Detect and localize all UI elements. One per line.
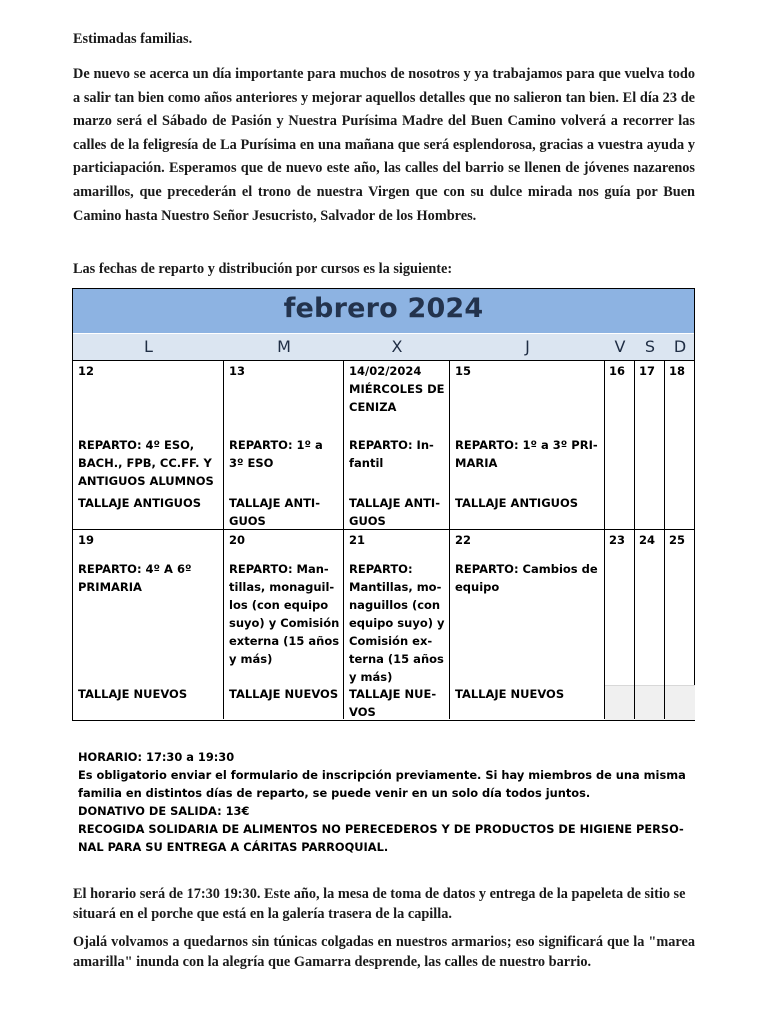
day-number: 25 xyxy=(669,533,686,547)
notes-block xyxy=(78,748,698,856)
day-cell-25 xyxy=(665,529,695,719)
weekday-sun: D xyxy=(673,337,687,356)
weekday-tue: M xyxy=(277,337,291,356)
intro-paragraph: De nuevo se acerca un día importante para muchos de nosotros y ya trabajamos para que vuelva todo a salir tan bien como años anteriores y mejorar aquellos detalles que no salieron tan bien. El día 23 de marzo será el Sábado de Pasión y Nuestra Purísima Madre del Buen Camino volverá a recorrer las calles de la feligresía de La Purísima en una mañana que será esplendorosa, gracias a vuestra ayuda y particiapación. Esperamos que de nuevo este año, las calles del barrio se llenen de jóvenes nazarenos amarillos, que precederán el trono de nuestra Virgen que con su dulce mirada nos guía por Buen Camino hasta Nuestro Señor Jesucristo, Salvador de los Hombres. xyxy=(73,66,695,224)
weekday-thu: J xyxy=(525,337,530,356)
shaded-cell xyxy=(605,685,634,720)
reparto-text: REPARTO: Man-tillas, monaguil-los (con equipo suyo) y Comisión externa (15 años y más) xyxy=(229,562,340,666)
tallaje-text: TALLAJE NUE-VOS xyxy=(349,687,437,719)
day-cell-24 xyxy=(635,529,665,719)
day-number: 21 xyxy=(349,533,366,547)
reparto-text: REPARTO: Cambios de equipo xyxy=(455,562,598,594)
dates-intro: Las fechas de reparto y distribución por cursos es la siguiente: xyxy=(73,261,453,277)
day-number: 22 xyxy=(455,533,472,547)
notes-donativo: DONATIVO DE SALIDA: 13€ xyxy=(78,804,250,818)
tallaje-text: TALLAJE NUEVOS xyxy=(229,687,339,701)
weekday-wed: X xyxy=(391,337,403,356)
reparto-text: REPARTO: In-fantil xyxy=(349,438,434,470)
day-cell-22 xyxy=(450,529,605,719)
calendar-header xyxy=(73,289,694,333)
notes-horario: HORARIO: 17:30 a 19:30 xyxy=(78,750,235,764)
weekday-sat: S xyxy=(644,337,656,356)
weekday-fri: V xyxy=(614,337,626,356)
calendar xyxy=(72,288,695,721)
day-cell-18 xyxy=(665,360,695,529)
day-number: 19 xyxy=(78,533,95,547)
day-number: 23 xyxy=(609,533,626,547)
day-cell-17 xyxy=(635,360,665,529)
day-number: 16 xyxy=(609,364,626,378)
day-number: 18 xyxy=(669,364,686,378)
day-number: 15 xyxy=(455,364,472,378)
day-number: 13 xyxy=(229,364,246,378)
reparto-text: REPARTO: 1º a 3º PRI-MARIA xyxy=(455,438,598,470)
tallaje-text: TALLAJE ANTI-GUOS xyxy=(349,496,440,528)
closing-paragraph: Ojalá volvamos a quedarnos sin túnicas colgadas en nuestros armarios; eso significará que la "marea amarilla" inunda con la alegría que Gamarra desprende, las calles de nuestro barrio. xyxy=(73,934,695,970)
weekday-header xyxy=(73,333,694,361)
tallaje-text: TALLAJE ANTIGUOS xyxy=(455,496,579,510)
day-cell-19 xyxy=(73,529,224,719)
day-cell-20 xyxy=(224,529,344,719)
greeting: Estimadas familias. xyxy=(73,31,193,47)
day-cell-14 xyxy=(344,360,450,529)
day-cell-13 xyxy=(224,360,344,529)
shaded-cell xyxy=(635,685,664,720)
day-cell-23 xyxy=(605,529,635,719)
day-cell-12 xyxy=(73,360,224,529)
day-number: 20 xyxy=(229,533,246,547)
day-cell-16 xyxy=(605,360,635,529)
notes-recogida: RECOGIDA SOLIDARIA DE ALIMENTOS NO PERECEDEROS Y DE PRODUCTOS DE HIGIENE PERSO-NAL PARA SU ENTREGA A CÁRITAS PARROQUIAL. xyxy=(78,822,684,854)
calendar-title: febrero 2024 xyxy=(283,293,484,324)
notes-obligatorio: Es obligatorio enviar el formulario de inscripción previamente. Si hay miembros de una misma familia en distintos días de reparto, se puede venir en un solo día todos juntos. xyxy=(78,768,686,800)
tallaje-text: TALLAJE ANTIGUOS xyxy=(78,496,202,510)
reparto-text: REPARTO: Mantillas, mo-naguillos (con equipo suyo) y Comisión ex-terna (15 años y más) xyxy=(349,562,445,684)
reparto-text: REPARTO: 4º ESO, BACH., FPB, CC.FF. Y ANTIGUOS ALUMNOS xyxy=(78,438,214,488)
day-cell-15 xyxy=(450,360,605,529)
weekday-mon: L xyxy=(144,337,153,356)
tallaje-text: TALLAJE NUEVOS xyxy=(78,687,188,701)
reparto-text: REPARTO: 1º a 3º ESO xyxy=(229,438,323,470)
schedule-paragraph: El horario será de 17:30 19:30. Este año, la mesa de toma de datos y entrega de la papeleta de sitio se situará en el porche que está en la galería trasera de la capilla. xyxy=(73,886,686,922)
tallaje-text: TALLAJE NUEVOS xyxy=(455,687,565,701)
day-number: 12 xyxy=(78,364,95,378)
reparto-text: REPARTO: 4º A 6º PRIMARIA xyxy=(78,562,192,594)
day-number: 17 xyxy=(639,364,656,378)
day-cell-21 xyxy=(344,529,450,719)
day-number: 24 xyxy=(639,533,656,547)
day-number: 14/02/2024 MIÉRCOLES DE CENIZA xyxy=(349,364,445,414)
shaded-cell xyxy=(665,685,695,720)
tallaje-text: TALLAJE ANTI-GUOS xyxy=(229,496,320,528)
